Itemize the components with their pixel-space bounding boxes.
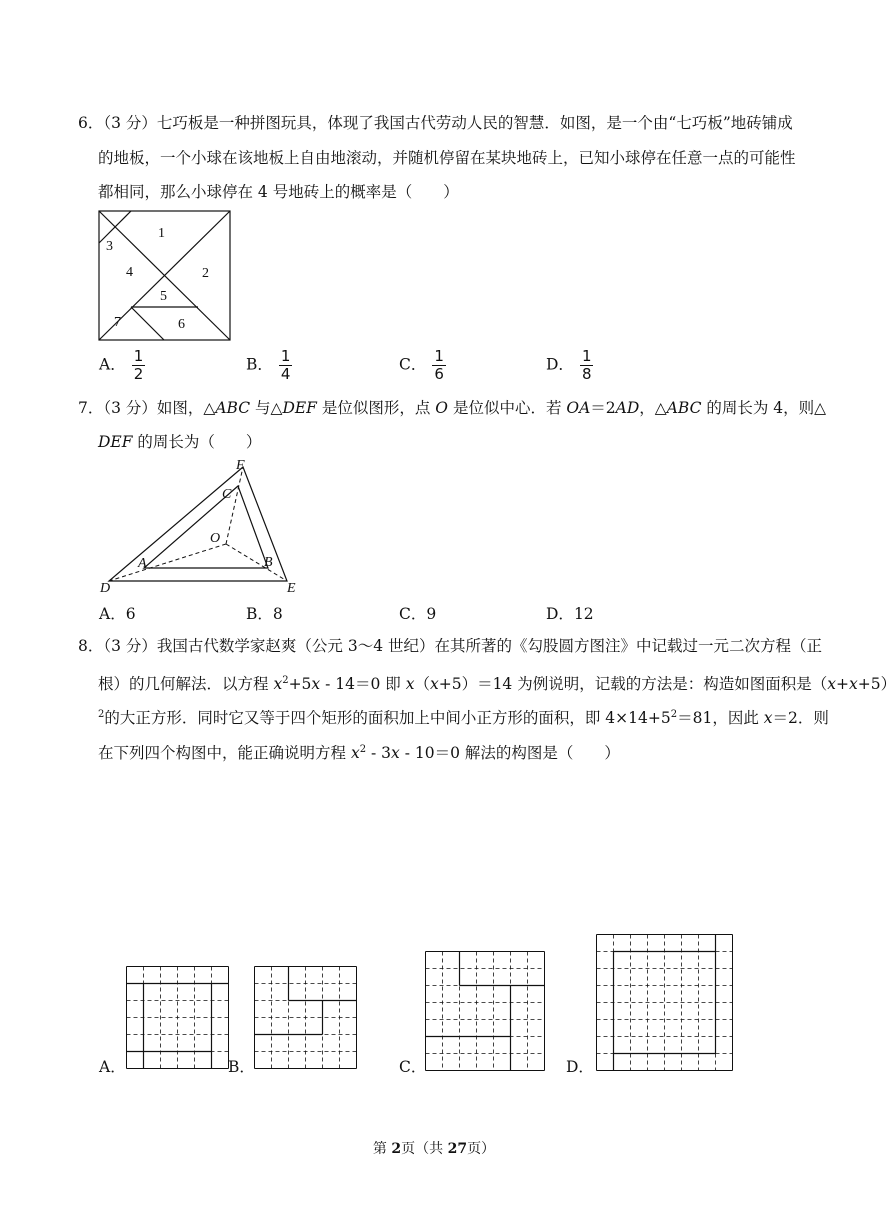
q8-option-a[interactable]: A． (99, 1058, 126, 1076)
q6-line-1: 6．（3 分）七巧板是一种拼图玩具，体现了我国古代劳动人民的智慧．如图，是一个由“七巧板”地砖铺成 (78, 114, 793, 132)
q7-option-a[interactable]: A．6 (99, 605, 136, 623)
tangram-label-3: 3 (106, 239, 113, 254)
q8-line-2: 根）的几何解法．以方程 $x^2+5x - 14=0$ 即 x（x+5）＝14 为例说明，记载的方法是：构造如图面积是（x+x+5） (98, 675, 896, 694)
tangram-label-4: 4 (126, 265, 133, 280)
q8-option-b[interactable]: B． (228, 1058, 255, 1076)
q6-option-d[interactable]: D． $\frac{1}{8}$ (546, 347, 592, 383)
q7-line-2: DEF 的周长为（ ） (98, 433, 262, 451)
q8-option-c[interactable]: C． (399, 1058, 427, 1076)
point-f: F (236, 458, 245, 473)
q8-line-3: $^2$的大正方形．同时它又等于四个矩形的面积加上中间小正方形的面积，即 $4\times 14+5^2=81$，因此 x＝2．则 (98, 709, 829, 728)
q6-option-c[interactable]: C． $\frac{1}{6}$ (399, 347, 444, 383)
q8-figure-b (254, 966, 356, 1068)
point-b: B (264, 555, 273, 570)
point-d: D (100, 581, 111, 596)
tangram-label-7: 7 (114, 315, 121, 330)
point-e: E (287, 581, 296, 596)
q8-figure-a (126, 966, 228, 1068)
tangram-figure (98, 210, 232, 342)
q7-line-1: 7．（3 分）如图，△ABC 与△DEF 是位似图形，点 O 是位似中心．若 OA＝2AD，△ABC 的周长为 4，则△ (78, 399, 827, 417)
q6-option-b[interactable]: B． $\frac{1}{4}$ (246, 347, 291, 383)
q6-option-a[interactable]: A． $\frac{1}{2}$ (99, 347, 144, 383)
q8-figure-d (596, 934, 732, 1070)
point-o: O (210, 531, 221, 546)
page-footer: 第 2页（共 27页） (372, 1141, 496, 1157)
q8-line-1: 8．（3 分）我国古代数学家赵爽（公元 3～4 世纪）在其所著的《勾股圆方图注》中记载过一元二次方程（正 (78, 637, 823, 655)
tangram-label-6: 6 (178, 317, 185, 332)
point-c: C (222, 487, 232, 502)
homothety-figure (98, 456, 308, 596)
q7-option-c[interactable]: C．9 (399, 605, 437, 623)
q7-option-b[interactable]: B．8 (246, 605, 283, 623)
tangram-label-1: 1 (158, 226, 165, 241)
tangram-label-2: 2 (202, 266, 209, 281)
q8-option-d[interactable]: D． (566, 1058, 594, 1076)
tangram-label-5: 5 (160, 289, 167, 304)
q6-line-3: 都相同，那么小球停在 4 号地砖上的概率是（ ） (98, 183, 459, 201)
q7-option-d[interactable]: D．12 (546, 605, 594, 623)
point-a: A (138, 556, 147, 571)
q8-figure-c (425, 951, 544, 1070)
q8-line-4: 在下列四个构图中，能正确说明方程 $x^2 - 3x - 10=0$ 解法的构图是（ ） (98, 744, 620, 763)
q6-line-2: 的地板，一个小球在该地板上自由地滚动，并随机停留在某块地砖上，已知小球停在任意一点的可能性 (98, 149, 796, 167)
